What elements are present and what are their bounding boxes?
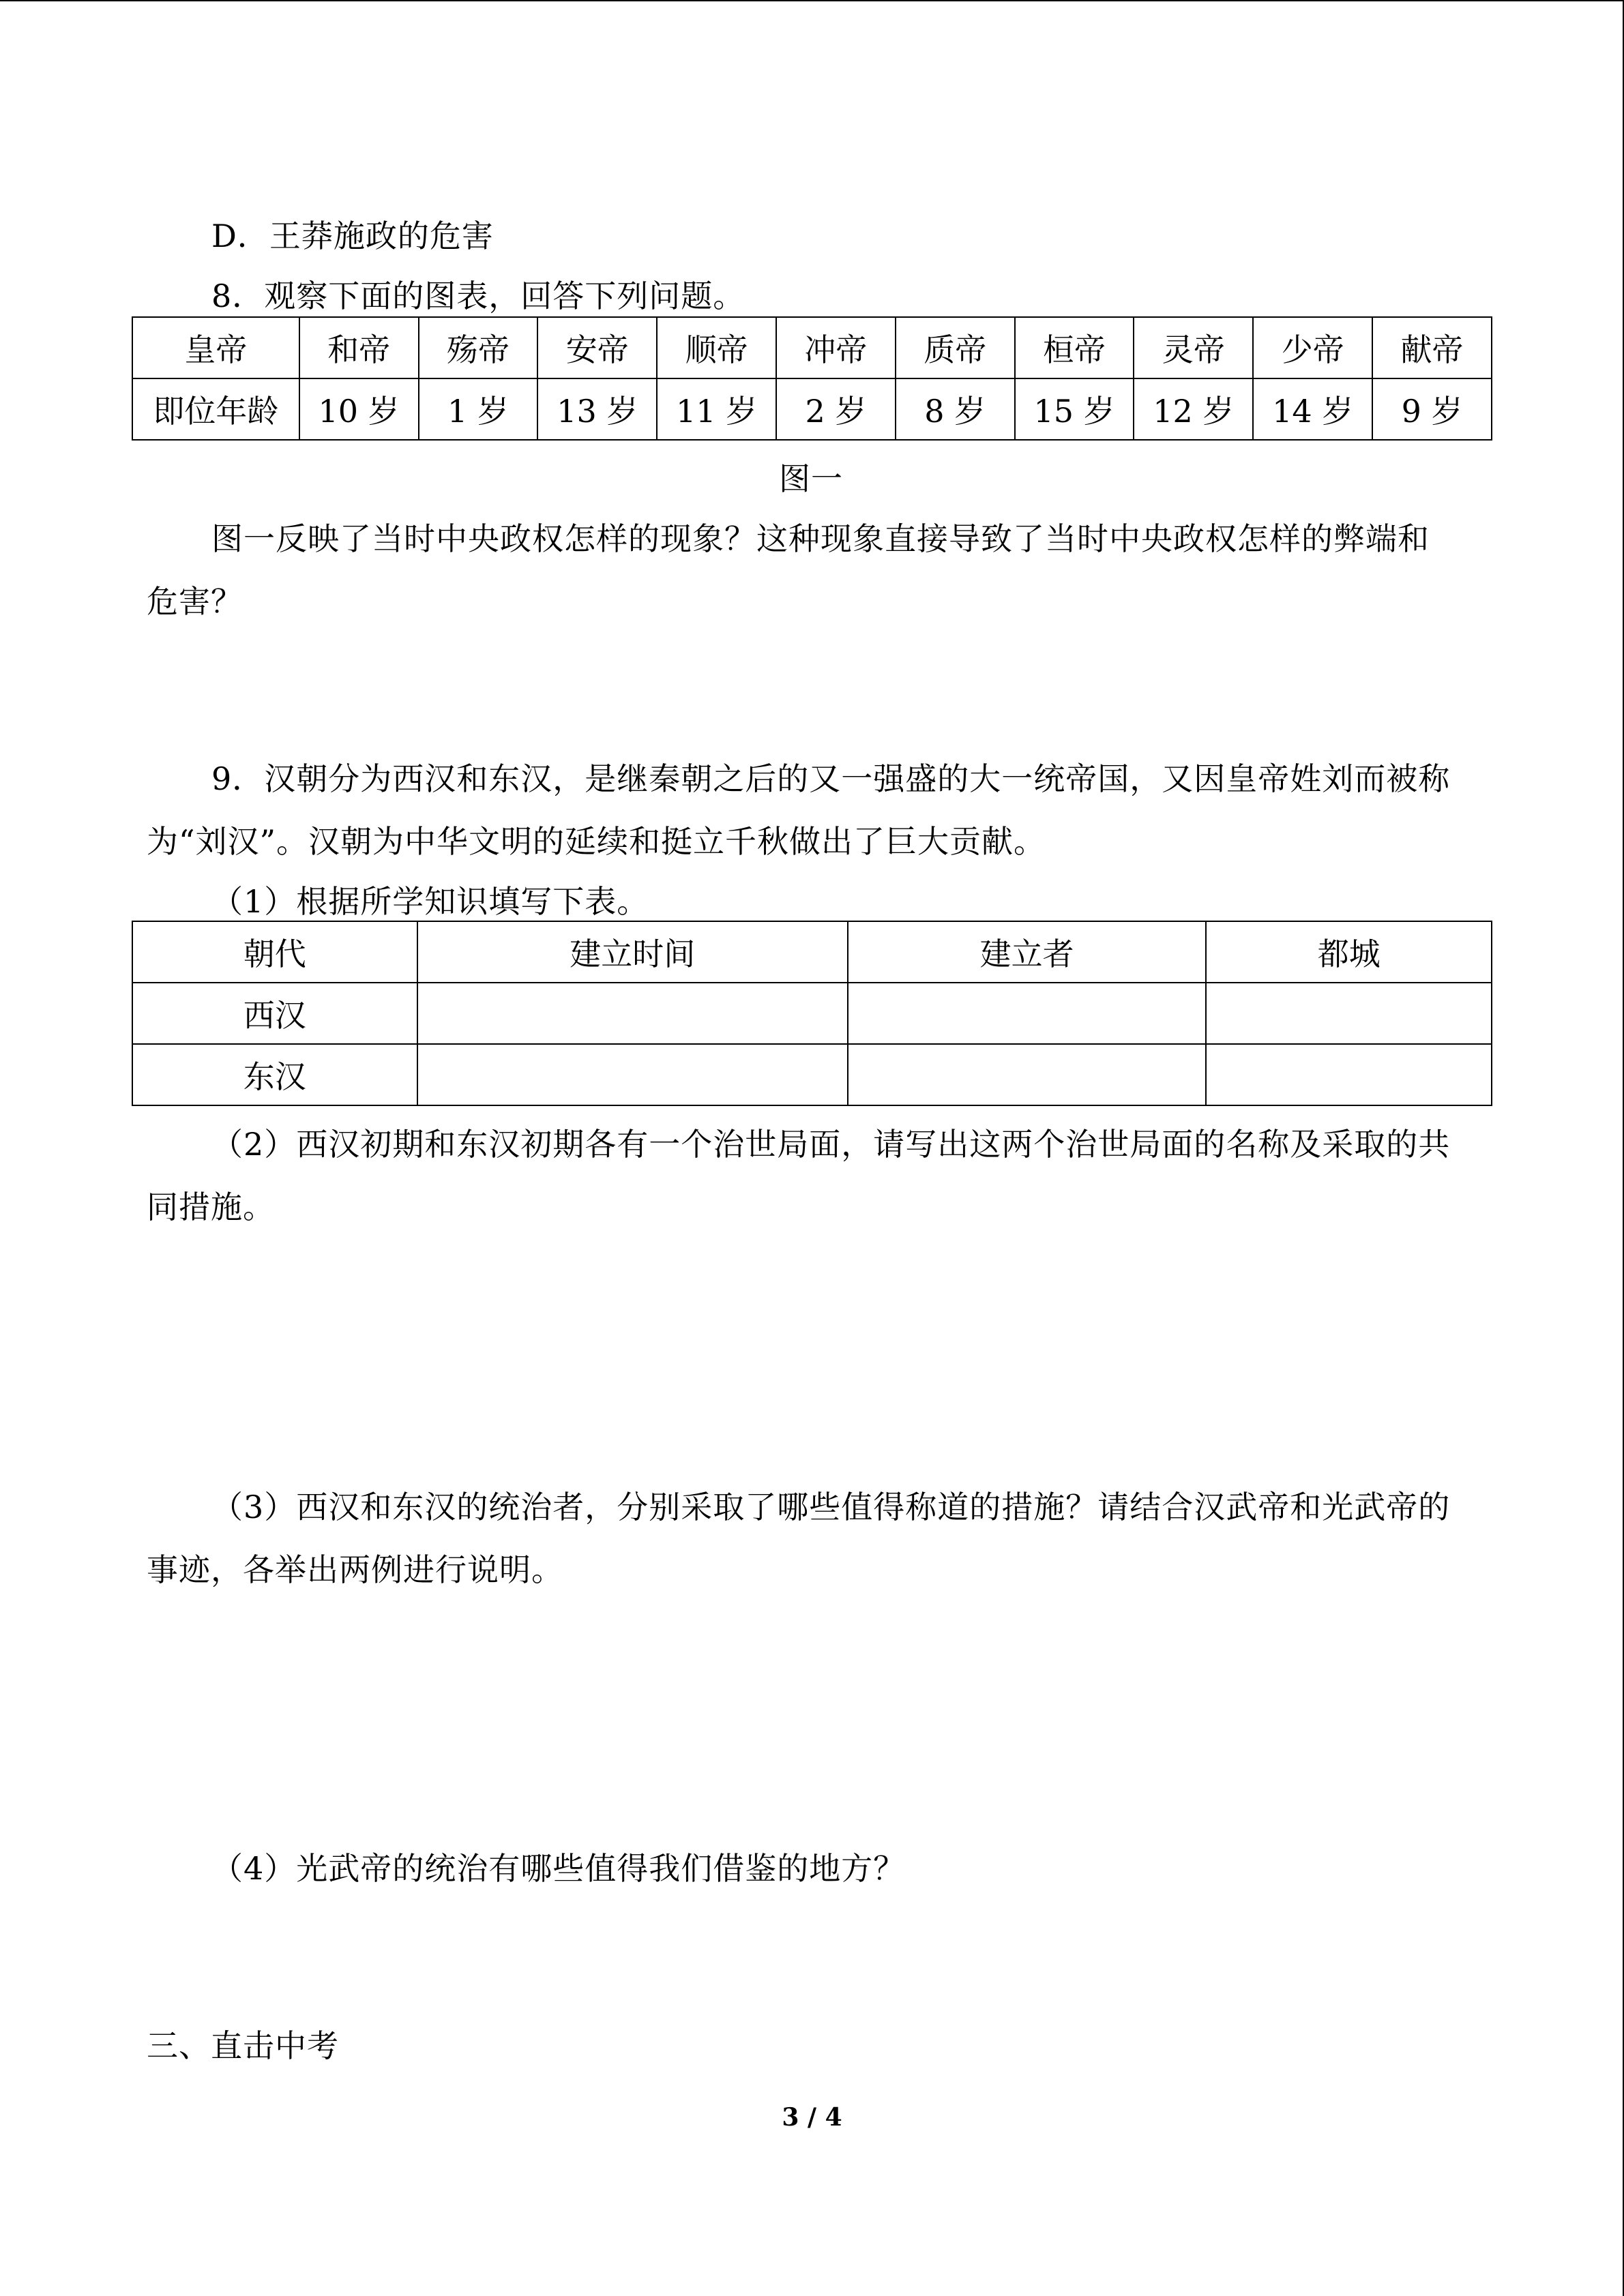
founding-time-cell[interactable]	[417, 983, 848, 1044]
age-cell: 14 岁	[1253, 378, 1372, 440]
emperor-cell: 献帝	[1372, 317, 1492, 378]
capital-cell[interactable]	[1206, 1044, 1492, 1105]
page-top-border	[0, 0, 1624, 1]
age-cell: 13 岁	[537, 378, 657, 440]
section-heading: 三、直击中考	[147, 2027, 339, 2064]
header-capital: 都城	[1206, 921, 1492, 983]
q9-intro-line2: 为“刘汉”。汉朝为中华文明的延续和挺立千秋做出了巨大贡献。	[147, 823, 1046, 860]
table-row	[132, 983, 1492, 1044]
emperor-row	[132, 317, 1492, 378]
dynasty-cell: 东汉	[132, 1044, 417, 1105]
emperor-age-table	[132, 316, 1492, 441]
age-cell: 2 岁	[776, 378, 896, 440]
q9-sub3-line1: （3）西汉和东汉的统治者，分别采取了哪些值得称道的措施？请结合汉武帝和光武帝的	[211, 1489, 1451, 1525]
age-cell: 1 岁	[419, 378, 538, 440]
header-founding-time: 建立时间	[417, 921, 848, 983]
founder-cell[interactable]	[848, 983, 1206, 1044]
emperor-cell: 安帝	[537, 317, 657, 378]
founder-cell[interactable]	[848, 1044, 1206, 1105]
q9-sub2-line1: （2）西汉初期和东汉初期各有一个治世局面，请写出这两个治世局面的名称及采取的共	[211, 1126, 1451, 1163]
founding-time-cell[interactable]	[417, 1044, 848, 1105]
q9-intro-line1: 9．汉朝分为西汉和东汉，是继秦朝之后的又一强盛的大一统帝国，又因皇帝姓刘而被称	[211, 760, 1451, 797]
q9-sub3-line2: 事迹，各举出两例进行说明。	[147, 1551, 563, 1588]
row-header-emperor: 皇帝	[132, 317, 299, 378]
emperor-cell: 少帝	[1253, 317, 1372, 378]
q8-prompt: 8．观察下面的图表，回答下列问题。	[211, 278, 745, 314]
age-cell: 10 岁	[299, 378, 419, 440]
age-cell: 11 岁	[657, 378, 776, 440]
q9-sub4: （4）光武帝的统治有哪些值得我们借鉴的地方？	[211, 1850, 906, 1887]
q8-question-line2: 危害？	[147, 583, 243, 620]
emperor-cell: 顺帝	[657, 317, 776, 378]
table-row	[132, 1044, 1492, 1105]
q8-question-line1: 图一反映了当时中央政权怎样的现象？这种现象直接导致了当时中央政权怎样的弊端和	[211, 520, 1430, 557]
table-header-row	[132, 921, 1492, 983]
emperor-cell: 质帝	[896, 317, 1015, 378]
header-dynasty: 朝代	[132, 921, 417, 983]
option-d: D．王莽施政的危害	[211, 218, 494, 254]
capital-cell[interactable]	[1206, 983, 1492, 1044]
emperor-cell: 桓帝	[1015, 317, 1134, 378]
emperor-cell: 和帝	[299, 317, 419, 378]
dynasty-cell: 西汉	[132, 983, 417, 1044]
age-cell: 8 岁	[896, 378, 1015, 440]
age-cell: 12 岁	[1134, 378, 1253, 440]
age-row	[132, 378, 1492, 440]
emperor-cell: 殇帝	[419, 317, 538, 378]
age-cell: 15 岁	[1015, 378, 1134, 440]
figure-caption: 图一	[779, 460, 843, 497]
q9-sub1: （1）根据所学知识填写下表。	[211, 883, 649, 920]
row-header-age: 即位年龄	[132, 378, 299, 440]
age-cell: 9 岁	[1372, 378, 1492, 440]
q9-sub2-line2: 同措施。	[147, 1189, 275, 1225]
header-founder: 建立者	[848, 921, 1206, 983]
emperor-cell: 灵帝	[1134, 317, 1253, 378]
dynasty-table	[132, 921, 1492, 1106]
emperor-cell: 冲帝	[776, 317, 896, 378]
page-number: 3 / 4	[782, 2103, 842, 2132]
